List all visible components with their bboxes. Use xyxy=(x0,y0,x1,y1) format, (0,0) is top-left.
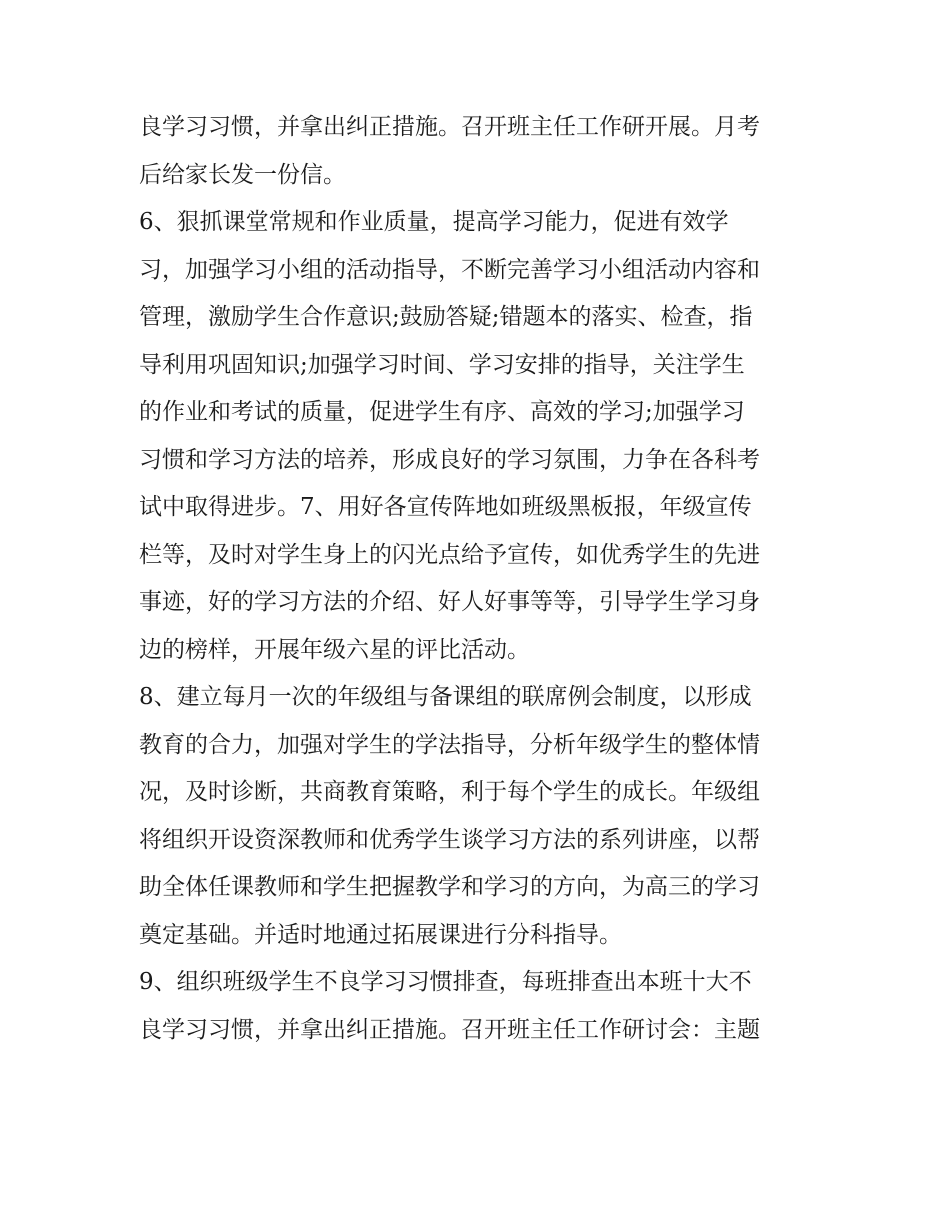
text-line: 良学习习惯，并拿出纠正措施。召开班主任工作研开展。月考 xyxy=(139,114,760,140)
text-line: 习惯和学习方法的培养，形成良好的学习氛围，力争在各科考 xyxy=(139,446,760,473)
text-line: 边的榜样，开展年级六星的评比活动。 xyxy=(139,636,530,663)
text-line: 6、狠抓课堂常规和作业质量，提高学习能力，促进有效学 xyxy=(139,209,729,235)
text-line: 导利用巩固知识;加强学习时间、学习安排的指导，关注学生 xyxy=(139,351,745,378)
text-line: 9、组织班级学生不良学习习惯排查，每班排查出本班十大不 xyxy=(139,969,752,995)
text-line: 试中取得进步。7、用好各宣传阵地如班级黑板报，年级宣传 xyxy=(139,494,752,520)
text-line: 助全体任课教师和学生把握教学和学习的方向，为高三的学习 xyxy=(139,874,760,900)
text-line: 况，及时诊断，共商教育策略，利于每个学生的成长。年级组 xyxy=(139,779,760,805)
text-line: 后给家长发一份信。 xyxy=(139,161,346,188)
text-line: 将组织开设资深教师和优秀学生谈学习方法的系列讲座，以帮 xyxy=(139,826,760,853)
text-line: 管理，激励学生合作意识;鼓励答疑;错题本的落实、检查，指 xyxy=(139,304,753,330)
text-line: 事迹，好的学习方法的介绍、好人好事等等，引导学生学习身 xyxy=(139,589,760,615)
text-line: 8、建立每月一次的年级组与备课组的联席例会制度，以形成 xyxy=(139,684,752,710)
text-line: 习，加强学习小组的活动指导，不断完善学习小组活动内容和 xyxy=(139,256,760,283)
text-line: 的作业和考试的质量，促进学生有序、高效的学习;加强学习 xyxy=(139,399,745,425)
text-line: 栏等，及时对学生身上的闪光点给予宣传，如优秀学生的先进 xyxy=(139,541,760,568)
text-line: 奠定基础。并适时地通过拓展课进行分科指导。 xyxy=(139,921,622,948)
document-body xyxy=(139,104,819,1054)
text-line: 良学习习惯，并拿出纠正措施。召开班主任工作研讨会：主题 xyxy=(139,1016,760,1043)
text-line: 教育的合力，加强对学生的学法指导，分析年级学生的整体情 xyxy=(139,731,760,758)
